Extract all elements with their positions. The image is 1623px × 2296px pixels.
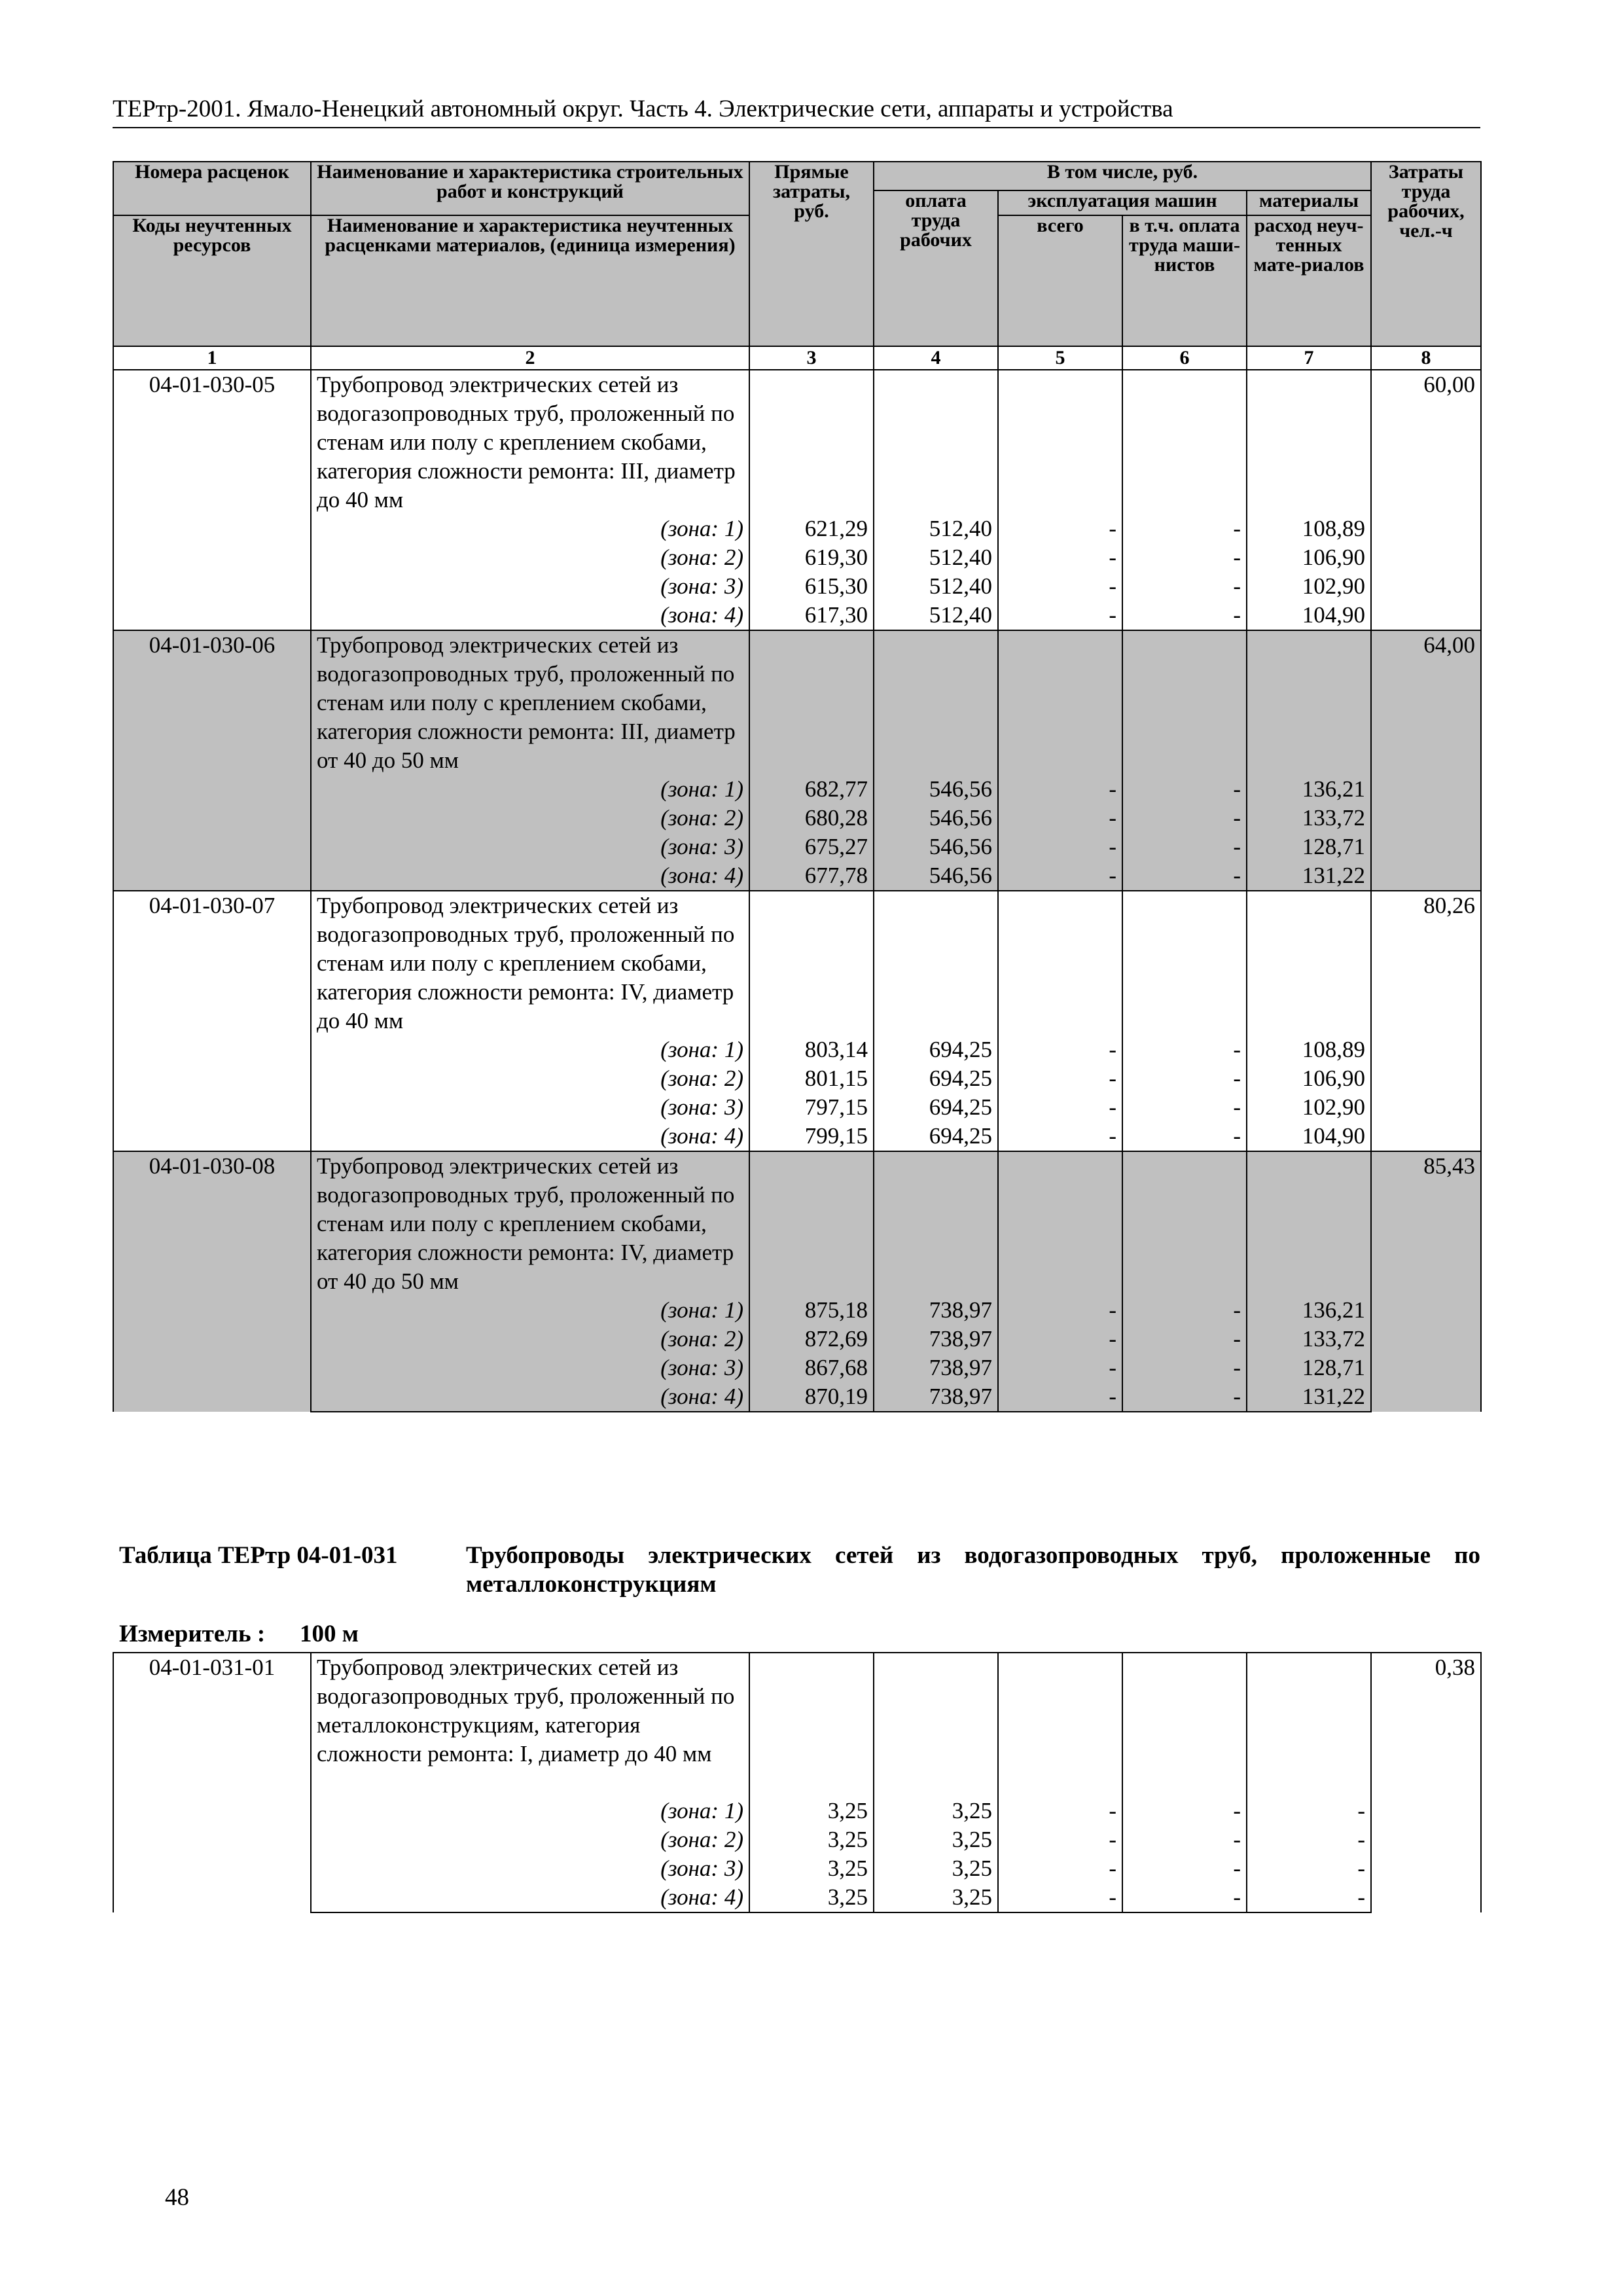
header-machinists-pay: в т.ч. оплата труда маши-нистов: [1122, 215, 1247, 346]
zone-machinists: -: [1233, 1827, 1241, 1852]
zone-machines: -: [1109, 1355, 1116, 1380]
zone-pay: 512,40: [929, 573, 992, 599]
zone-direct: 867,68: [804, 1355, 868, 1380]
table-body: [113, 370, 1481, 1412]
empty-cell: [998, 630, 1122, 775]
rate-row: [113, 630, 1481, 775]
zone-col-materials: [1247, 514, 1371, 630]
zone-direct: 615,30: [804, 573, 868, 599]
zone-pay: 738,97: [929, 1326, 992, 1352]
zone-direct: 3,25: [827, 1798, 868, 1823]
zone-pay: 546,56: [929, 805, 992, 831]
zone-machinists: -: [1233, 1094, 1241, 1120]
zone-materials: 133,72: [1302, 805, 1365, 831]
labor-value: 60,00: [1371, 370, 1481, 630]
zone-materials: 128,71: [1302, 1355, 1365, 1380]
rate-row: [113, 1151, 1481, 1296]
page-number: 48: [165, 2184, 189, 2211]
empty-cell: [874, 1653, 998, 1797]
empty-cell: [1122, 1151, 1247, 1296]
zone-col-materials: [1247, 1797, 1371, 1912]
zone-zone: (зона: 2): [660, 545, 743, 570]
zone-col-machinists: [1122, 514, 1247, 630]
page-header: ТЕРтр-2001. Ямало-Ненецкий автономный округ. Часть 4. Электрические сети, аппараты и устройства: [113, 92, 1480, 128]
zone-materials: 133,72: [1302, 1326, 1365, 1352]
zone-col-zone: [311, 775, 749, 891]
empty-cell: [998, 1653, 1122, 1797]
zone-materials: 106,90: [1302, 1066, 1365, 1091]
zones-row: [113, 1797, 1481, 1912]
header-machine-operation: эксплуатация машин: [998, 190, 1247, 215]
rate-row: [113, 891, 1481, 1035]
zone-zone: (зона: 4): [660, 1384, 743, 1409]
empty-cell: [874, 1151, 998, 1296]
empty-cell: [1247, 891, 1371, 1035]
zone-col-pay: [874, 514, 998, 630]
rate-description: Трубопровод электрических сетей из водогазопроводных труб, проложенный по стенам или полу с креплением скобами, категория сложности ремонта: III, диаметр до 40 мм: [311, 370, 749, 514]
column-number: 7: [1247, 346, 1371, 370]
empty-cell: [874, 370, 998, 514]
empty-cell: [1247, 630, 1371, 775]
zone-machines: -: [1109, 1297, 1116, 1323]
zone-machines: -: [1109, 863, 1116, 888]
zone-direct: 875,18: [804, 1297, 868, 1323]
empty-cell: [874, 891, 998, 1035]
zone-materials: 136,21: [1302, 776, 1365, 802]
empty-cell: [1247, 1653, 1371, 1797]
header-work-name: Наименование и характеристика строительных работ и конструкций: [311, 162, 749, 215]
zone-pay: 512,40: [929, 516, 992, 541]
zone-machines: -: [1109, 1384, 1116, 1409]
zone-zone: (зона: 3): [660, 1355, 743, 1380]
column-number: 2: [311, 346, 749, 370]
zone-zone: (зона: 4): [660, 602, 743, 628]
rate-description: Трубопровод электрических сетей из водогазопроводных труб, проложенный по металлоконструкциям, категория сложности ремонта: I, диаметр до 40 мм: [311, 1653, 749, 1797]
header-labor: Затраты труда рабочих, чел.-ч: [1371, 162, 1481, 346]
rate-description: Трубопровод электрических сетей из водогазопроводных труб, проложенный по стенам или полу с креплением скобами, категория сложности ремонта: IV, диаметр от 40 до 50 мм: [311, 1151, 749, 1296]
zone-direct: 621,29: [804, 516, 868, 541]
zone-pay: 694,25: [929, 1066, 992, 1091]
zone-zone: (зона: 3): [660, 1094, 743, 1120]
zone-machinists: -: [1233, 1884, 1241, 1910]
zone-pay: 738,97: [929, 1297, 992, 1323]
zone-materials: 131,22: [1302, 1384, 1365, 1409]
zone-direct: 870,19: [804, 1384, 868, 1409]
measure-line: [119, 1620, 359, 1649]
empty-cell: [998, 370, 1122, 514]
rates-table-2: [113, 1652, 1482, 1913]
zone-direct: 675,27: [804, 834, 868, 859]
header-total: всего: [998, 215, 1122, 346]
labor-value: 85,43: [1371, 1151, 1481, 1412]
zone-col-materials: [1247, 775, 1371, 891]
zone-zone: (зона: 2): [660, 1827, 743, 1852]
zone-materials: 128,71: [1302, 834, 1365, 859]
zone-machines: -: [1109, 545, 1116, 570]
empty-cell: [1247, 370, 1371, 514]
zone-materials: -: [1357, 1827, 1365, 1852]
zone-zone: (зона: 4): [660, 1123, 743, 1149]
zone-col-zone: [311, 1797, 749, 1912]
zone-materials: 136,21: [1302, 1297, 1365, 1323]
rate-code: 04-01-030-06: [113, 630, 311, 891]
zone-machinists: -: [1233, 602, 1241, 628]
zone-zone: (зона: 1): [660, 776, 743, 802]
labor-value: 80,26: [1371, 891, 1481, 1151]
zone-machines: -: [1109, 776, 1116, 802]
zone-col-machinists: [1122, 1797, 1247, 1912]
zone-materials: 108,89: [1302, 516, 1365, 541]
column-number: 3: [749, 346, 874, 370]
zone-zone: (зона: 4): [660, 863, 743, 888]
zone-col-zone: [311, 514, 749, 630]
zone-machinists: -: [1233, 834, 1241, 859]
zone-machinists: -: [1233, 863, 1241, 888]
empty-cell: [1122, 630, 1247, 775]
measure-value: 100 м: [300, 1621, 359, 1647]
header-materials: материалы: [1247, 190, 1371, 215]
header-including: В том числе, руб.: [874, 162, 1371, 190]
zone-pay: 694,25: [929, 1037, 992, 1062]
column-number: 1: [113, 346, 311, 370]
zone-col-materials: [1247, 1035, 1371, 1151]
empty-cell: [749, 370, 874, 514]
rates-table: [113, 161, 1482, 1412]
zone-pay: 546,56: [929, 834, 992, 859]
empty-cell: [749, 630, 874, 775]
zone-machinists: -: [1233, 1326, 1241, 1352]
empty-cell: [1122, 370, 1247, 514]
zone-col-materials: [1247, 1296, 1371, 1412]
zone-col-machinists: [1122, 1035, 1247, 1151]
zone-direct: 803,14: [804, 1037, 868, 1062]
zone-materials: 106,90: [1302, 545, 1365, 570]
zone-col-pay: [874, 775, 998, 891]
zone-pay: 512,40: [929, 545, 992, 570]
column-number: 5: [998, 346, 1122, 370]
zones-row: [113, 1296, 1481, 1412]
zone-col-zone: [311, 1296, 749, 1412]
zone-col-direct: [749, 514, 874, 630]
empty-cell: [1122, 891, 1247, 1035]
zone-machines: -: [1109, 834, 1116, 859]
zone-machinists: -: [1233, 1798, 1241, 1823]
zone-materials: 104,90: [1302, 1123, 1365, 1149]
zone-materials: -: [1357, 1798, 1365, 1823]
zone-materials: 102,90: [1302, 1094, 1365, 1120]
column-number: 4: [874, 346, 998, 370]
zone-machinists: -: [1233, 516, 1241, 541]
zone-machinists: -: [1233, 1856, 1241, 1881]
header-direct-costs: Прямые затраты, руб.: [749, 162, 874, 346]
zone-col-machines: [998, 1797, 1122, 1912]
labor-value: 0,38: [1371, 1653, 1481, 1912]
zone-machines: -: [1109, 1037, 1116, 1062]
zone-col-direct: [749, 1797, 874, 1912]
empty-cell: [749, 891, 874, 1035]
zone-machinists: -: [1233, 1066, 1241, 1091]
zone-col-machines: [998, 514, 1122, 630]
zone-machinists: -: [1233, 1384, 1241, 1409]
zone-direct: 3,25: [827, 1856, 868, 1881]
zone-direct: 3,25: [827, 1884, 868, 1910]
zone-machines: -: [1109, 1827, 1116, 1852]
empty-cell: [998, 891, 1122, 1035]
zone-zone: (зона: 2): [660, 805, 743, 831]
zone-materials: 102,90: [1302, 573, 1365, 599]
measure-label: Измеритель :: [119, 1621, 266, 1647]
column-number: 8: [1371, 346, 1481, 370]
header-workers-pay: оплата труда рабочих: [874, 190, 998, 346]
zone-machinists: -: [1233, 776, 1241, 802]
zone-machines: -: [1109, 602, 1116, 628]
empty-cell: [749, 1653, 874, 1797]
zone-machinists: -: [1233, 1037, 1241, 1062]
zone-zone: (зона: 3): [660, 573, 743, 599]
zone-zone: (зона: 1): [660, 1798, 743, 1823]
zone-direct: 799,15: [804, 1123, 868, 1149]
zone-pay: 546,56: [929, 863, 992, 888]
zone-col-machinists: [1122, 1296, 1247, 1412]
zone-col-zone: [311, 1035, 749, 1151]
rate-description: Трубопровод электрических сетей из водогазопроводных труб, проложенный по стенам или полу с креплением скобами, категория сложности ремонта: IV, диаметр до 40 мм: [311, 891, 749, 1035]
zones-row: [113, 514, 1481, 630]
zone-col-machinists: [1122, 775, 1247, 891]
rate-row: [113, 1653, 1481, 1797]
empty-cell: [749, 1151, 874, 1296]
zone-col-direct: [749, 1296, 874, 1412]
zone-col-pay: [874, 1797, 998, 1912]
header-material-name: Наименование и характеристика неучтенных расценками материалов, (единица измерения): [311, 215, 749, 346]
zone-machines: -: [1109, 1884, 1116, 1910]
header-codes: Коды неучтенных ресурсов: [113, 215, 311, 346]
zone-pay: 738,97: [929, 1355, 992, 1380]
zone-direct: 682,77: [804, 776, 868, 802]
zone-materials: -: [1357, 1856, 1365, 1881]
zone-direct: 872,69: [804, 1326, 868, 1352]
labor-value: 64,00: [1371, 630, 1481, 891]
zone-machines: -: [1109, 1856, 1116, 1881]
zone-machines: -: [1109, 1798, 1116, 1823]
zone-machines: -: [1109, 1094, 1116, 1120]
zone-col-machines: [998, 1296, 1122, 1412]
zone-direct: 797,15: [804, 1094, 868, 1120]
zone-materials: 131,22: [1302, 863, 1365, 888]
rate-description: Трубопровод электрических сетей из водогазопроводных труб, проложенный по стенам или полу с креплением скобами, категория сложности ремонта: III, диаметр от 40 до 50 мм: [311, 630, 749, 775]
zone-pay: 3,25: [952, 1798, 992, 1823]
zone-col-machines: [998, 775, 1122, 891]
zones-row: [113, 1035, 1481, 1151]
header-rate-numbers: Номера расценок: [113, 162, 311, 215]
zone-direct: 677,78: [804, 863, 868, 888]
zone-direct: 3,25: [827, 1827, 868, 1852]
zone-pay: 546,56: [929, 776, 992, 802]
zone-pay: 694,25: [929, 1094, 992, 1120]
table-body: [113, 1653, 1481, 1912]
zone-machinists: -: [1233, 545, 1241, 570]
table-label: Таблица ТЕРтр 04-01-031: [119, 1542, 398, 1569]
zone-materials: 108,89: [1302, 1037, 1365, 1062]
rate-code: 04-01-030-05: [113, 370, 311, 630]
rate-code: 04-01-030-08: [113, 1151, 311, 1412]
empty-cell: [1247, 1151, 1371, 1296]
zone-machinists: -: [1233, 1123, 1241, 1149]
zone-pay: 512,40: [929, 602, 992, 628]
zone-machinists: -: [1233, 805, 1241, 831]
zone-col-direct: [749, 775, 874, 891]
empty-cell: [1122, 1653, 1247, 1797]
zone-pay: 738,97: [929, 1384, 992, 1409]
zone-col-direct: [749, 1035, 874, 1151]
empty-cell: [874, 630, 998, 775]
zone-machines: -: [1109, 516, 1116, 541]
zone-col-pay: [874, 1035, 998, 1151]
zone-col-machines: [998, 1035, 1122, 1151]
zone-direct: 680,28: [804, 805, 868, 831]
zone-zone: (зона: 1): [660, 516, 743, 541]
zone-machinists: -: [1233, 1297, 1241, 1323]
rate-code: 04-01-030-07: [113, 891, 311, 1151]
column-number: 6: [1122, 346, 1247, 370]
zone-pay: 3,25: [952, 1856, 992, 1881]
zone-materials: 104,90: [1302, 602, 1365, 628]
zone-machines: -: [1109, 573, 1116, 599]
zone-direct: 801,15: [804, 1066, 868, 1091]
table-title: Трубопроводы электрических сетей из водогазопроводных труб, проложенные по металлоконструкциям: [466, 1542, 1480, 1598]
zone-pay: 3,25: [952, 1884, 992, 1910]
zone-materials: -: [1357, 1884, 1365, 1910]
zone-direct: 619,30: [804, 545, 868, 570]
zone-zone: (зона: 1): [660, 1297, 743, 1323]
zone-col-pay: [874, 1296, 998, 1412]
zone-machines: -: [1109, 1123, 1116, 1149]
zone-zone: (зона: 4): [660, 1884, 743, 1910]
rate-row: [113, 370, 1481, 514]
rate-code: 04-01-031-01: [113, 1653, 311, 1912]
zone-pay: 694,25: [929, 1123, 992, 1149]
zone-zone: (зона: 1): [660, 1037, 743, 1062]
zone-machinists: -: [1233, 1355, 1241, 1380]
column-numbers-row: [113, 346, 1481, 370]
zone-pay: 3,25: [952, 1827, 992, 1852]
zone-zone: (зона: 2): [660, 1066, 743, 1091]
zone-machines: -: [1109, 1326, 1116, 1352]
header-material-consumption: расход неуч-тенных мате-риалов: [1247, 215, 1371, 346]
zone-machines: -: [1109, 1066, 1116, 1091]
zones-row: [113, 775, 1481, 891]
zone-zone: (зона: 2): [660, 1326, 743, 1352]
empty-cell: [998, 1151, 1122, 1296]
zone-zone: (зона: 3): [660, 834, 743, 859]
zone-machines: -: [1109, 805, 1116, 831]
zone-machinists: -: [1233, 573, 1241, 599]
zone-zone: (зона: 3): [660, 1856, 743, 1881]
zone-direct: 617,30: [804, 602, 868, 628]
